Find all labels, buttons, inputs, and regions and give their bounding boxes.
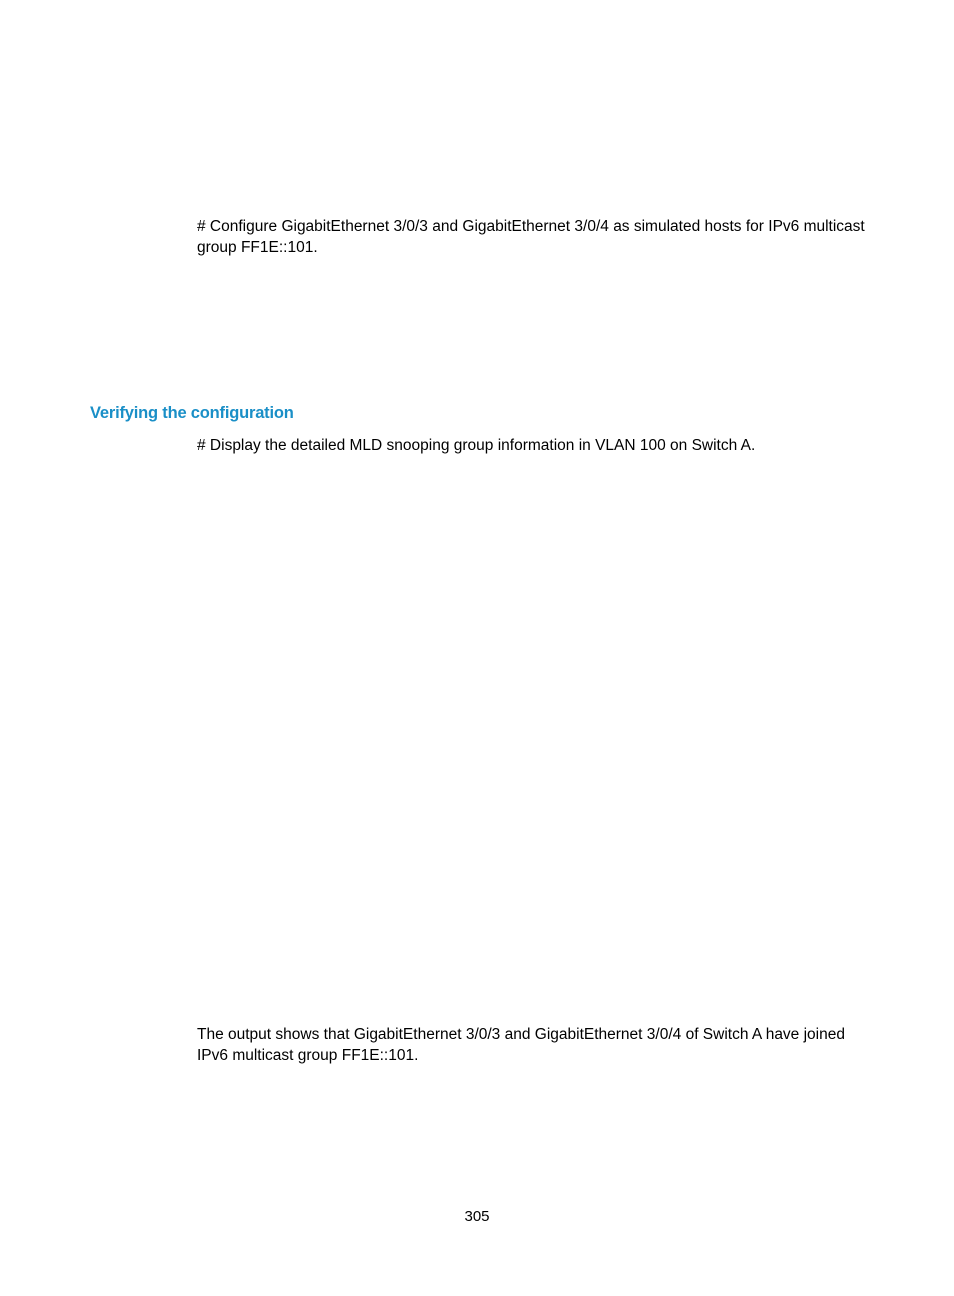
page-number: 305 <box>464 1208 490 1225</box>
display-info-paragraph: # Display the detailed MLD snooping group information in VLAN 100 on Switch A. <box>197 437 756 454</box>
output-summary-paragraph: The output shows that GigabitEthernet 3/0/3 and GigabitEthernet 3/0/4 of Switch A have joined IPv6 multicast group FF1E::101. <box>197 1026 845 1064</box>
section-heading: Verifying the configuration <box>90 404 294 422</box>
configure-hosts-paragraph: # Configure GigabitEthernet 3/0/3 and GigabitEthernet 3/0/4 as simulated hosts for IPv6 multicast group FF1E::101. <box>197 218 865 256</box>
